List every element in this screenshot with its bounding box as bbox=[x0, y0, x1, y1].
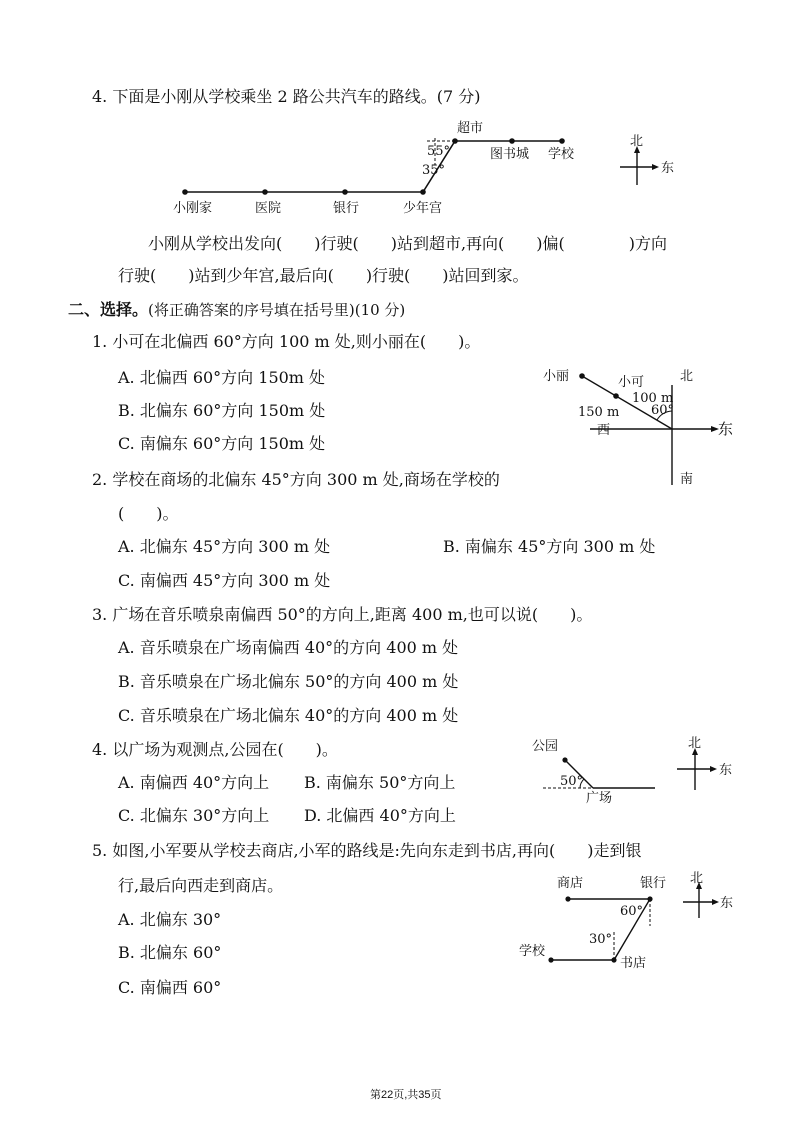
q4-option-a: A. 南偏西 40°方向上 bbox=[118, 773, 270, 792]
q5-stem-line2: 行,最后向西走到商店。 bbox=[118, 876, 284, 895]
section2-note: (将正确答案的序号填在括号里)(10 分) bbox=[148, 301, 406, 319]
q5-option-c: C. 南偏西 60° bbox=[118, 978, 222, 997]
label-angle-55: 55° bbox=[427, 144, 451, 159]
q3-option-a: A. 音乐喷泉在广场南偏西 40°的方向 400 m 处 bbox=[118, 638, 459, 657]
label-yinhang: 银行 bbox=[333, 201, 360, 216]
label-xiaogangjia: 小刚家 bbox=[173, 201, 213, 216]
label-east: 东 bbox=[718, 420, 734, 438]
label-xuexiao: 学校 bbox=[548, 147, 575, 162]
label-gongyuan: 公园 bbox=[532, 739, 559, 754]
compass-north-label: 北 bbox=[690, 871, 704, 886]
q2-blank: ( )。 bbox=[118, 504, 179, 523]
compass-north-label: 北 bbox=[630, 134, 644, 149]
label-dist-150: 150 m bbox=[578, 405, 620, 420]
q1-option-c: C. 南偏东 60°方向 150m 处 bbox=[118, 434, 326, 453]
label-angle-35: 35° bbox=[422, 163, 446, 178]
point-shangdian bbox=[565, 896, 570, 901]
q1-option-a: A. 北偏西 60°方向 150m 处 bbox=[118, 368, 326, 387]
label-guangchang: 广场 bbox=[586, 791, 613, 806]
label-yinhang: 银行 bbox=[640, 876, 667, 891]
label-xiaoke: 小可 bbox=[618, 375, 645, 390]
compass-east-label: 东 bbox=[720, 896, 734, 911]
q2-option-a: A. 北偏东 45°方向 300 m 处 bbox=[118, 537, 331, 556]
q4-option-c: C. 北偏东 30°方向上 bbox=[118, 806, 270, 825]
label-chaoshi: 超市 bbox=[457, 121, 484, 136]
compass-east-label: 东 bbox=[661, 161, 675, 176]
q4-top-heading: 4. 下面是小刚从学校乘坐 2 路公共汽车的路线。(7 分) bbox=[92, 87, 481, 106]
label-xuexiao: 学校 bbox=[519, 944, 546, 959]
section2-title: 二、选择。 bbox=[68, 300, 149, 319]
q1-stem: 1. 小可在北偏西 60°方向 100 m 处,则小丽在( )。 bbox=[92, 332, 481, 351]
label-tushucheng: 图书城 bbox=[490, 147, 530, 162]
label-shangdian: 商店 bbox=[557, 876, 584, 891]
q3-option-b: B. 音乐喷泉在广场北偏东 50°的方向 400 m 处 bbox=[118, 672, 459, 691]
label-angle-30: 30° bbox=[589, 932, 613, 947]
label-xiaoli: 小丽 bbox=[543, 369, 570, 384]
q5-option-b: B. 北偏东 60° bbox=[118, 943, 222, 962]
compass-east-label: 东 bbox=[719, 763, 733, 778]
page-footer: 第22页,共35页 bbox=[370, 1089, 442, 1101]
q4-top-fill-line1: 小刚从学校出发向( )行驶( )站到超市,再向( )偏( )方向 bbox=[148, 234, 668, 253]
label-angle-60: 60° bbox=[620, 904, 644, 919]
q5-option-a: A. 北偏东 30° bbox=[118, 910, 222, 929]
point-shudian bbox=[611, 957, 616, 962]
label-angle-60: 60° bbox=[651, 403, 675, 418]
label-dist-100: 100 m bbox=[632, 391, 674, 406]
point-xuexiao bbox=[548, 957, 553, 962]
point-yinhang bbox=[647, 896, 652, 901]
label-south: 南 bbox=[680, 472, 694, 487]
label-west: 西 bbox=[597, 423, 611, 438]
label-shudian: 书店 bbox=[620, 956, 647, 971]
q5-stem-line1: 5. 如图,小军要从学校去商店,小军的路线是:先向东走到书店,再向( )走到银 bbox=[92, 841, 642, 860]
compass-icon bbox=[683, 882, 719, 918]
q2-option-b: B. 南偏东 45°方向 300 m 处 bbox=[443, 537, 656, 556]
q2-option-c: C. 南偏西 45°方向 300 m 处 bbox=[118, 571, 331, 590]
compass-north-label: 北 bbox=[688, 736, 702, 751]
q4-option-d: D. 北偏西 40°方向上 bbox=[304, 806, 456, 825]
label-north: 北 bbox=[680, 369, 694, 384]
label-yiyuan: 医院 bbox=[255, 201, 282, 216]
q4-option-b: B. 南偏东 50°方向上 bbox=[304, 773, 456, 792]
label-angle-50: 50° bbox=[560, 774, 584, 789]
q3-option-c: C. 音乐喷泉在广场北偏东 40°的方向 400 m 处 bbox=[118, 706, 459, 725]
q3-stem: 3. 广场在音乐喷泉南偏西 50°的方向上,距离 400 m,也可以说( )。 bbox=[92, 605, 593, 624]
q4-top-fill-line2: 行驶( )站到少年宫,最后向( )行驶( )站回到家。 bbox=[118, 266, 529, 285]
label-shaoniangong: 少年宫 bbox=[403, 201, 443, 216]
q1-option-b: B. 北偏东 60°方向 150m 处 bbox=[118, 401, 326, 420]
q4-stem: 4. 以广场为观测点,公园在( )。 bbox=[92, 740, 338, 759]
q2-stem: 2. 学校在商场的北偏东 45°方向 300 m 处,商场在学校的 bbox=[92, 470, 500, 489]
